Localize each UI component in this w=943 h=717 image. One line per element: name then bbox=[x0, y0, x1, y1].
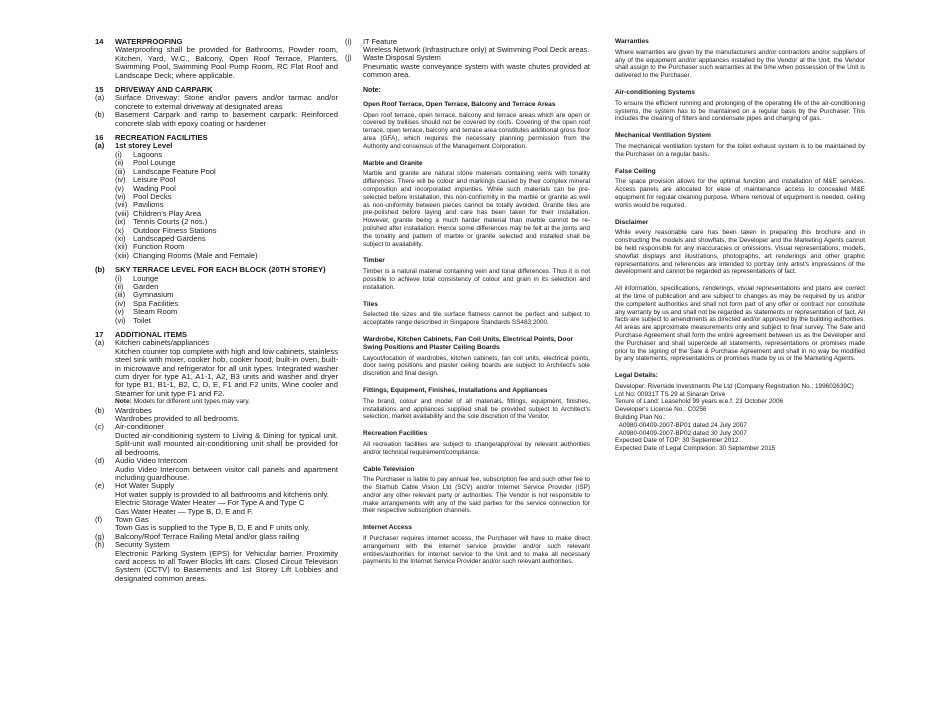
legal-line: Tenure of Land: Leasehold 99 years w.e.f. 23 October 2006 bbox=[615, 398, 784, 406]
note-block bbox=[345, 524, 590, 566]
section-number: 16 bbox=[95, 133, 104, 143]
note-block-text: Layout/location of wardrobes, kitchen cabinets, fan coil units, electrical points, door swing positions and plaster ceiling boards are subject to Architect's sole discretion and final design. bbox=[363, 354, 590, 378]
note-block bbox=[345, 430, 590, 456]
list-item: (v) Wading Pool bbox=[115, 183, 176, 193]
note-block-heading: False Ceiling bbox=[615, 167, 656, 175]
subsection-heading: (b) SKY TERRACE LEVEL FOR EACH BLOCK (20TH STOREY) bbox=[95, 265, 326, 275]
legal-lines bbox=[615, 383, 865, 453]
list-item: (viii) Children's Play Area bbox=[115, 208, 202, 218]
note-block-heading: Recreation Facilities bbox=[363, 430, 428, 438]
information-paragraph: All information, specifications, renderings, visual representations and plans are correct at the time of publication and are subject to changes as may be required by us and/or the competent authorities and shall not form part of any offer or contract nor constitute any warranty by us and shall not be regarded as statements or representation of fact. All facts are subject to amendments as directed and/or approved by the building authorities. All areas are approximate measurements only and subject to final survey. The Sale and Purchase Agreement shall form the entire agreement between us as the Developer and the Purchaser and shall supercede all statements, representations or promises made prior to the signing of the Sale & Purchase Agreement and shall in no way be modified by any statements, representations or promises made by us or the Marketing Agents. bbox=[615, 285, 865, 363]
note-block bbox=[615, 89, 865, 123]
list-item: (vi) Pool Decks bbox=[115, 191, 172, 201]
note-block-heading: Mechanical Ventilation System bbox=[615, 132, 712, 140]
legal-line: Lot No: 00931T TS 29 at Sinaran Drive bbox=[615, 390, 726, 398]
item-description: Wireless Network (Infrastructure only) at Swimming Pool Deck areas. bbox=[363, 45, 590, 55]
note-block-heading: Wardrobe, Kitchen Cabinets, Fan Coil Units, Electrical Points, Door Swing Positions and Plaster Ceiling Boards bbox=[363, 335, 574, 351]
note-block-text: Where warranties are given by the manufacturers and/or contractors and/or suppliers of any of the equipment and/or appliances installed by the Vendor at the Unit, the Vendor shall assign to the Purchaser such warranties at the time when possession of the Unit is delivered to the Purchaser. bbox=[615, 48, 865, 80]
list-item: (x) Outdoor Fitness Stations bbox=[115, 225, 217, 235]
note-block-text: While every reasonable care has been taken in preparing this brochure and in constructing the models and showflats, the Developer and the Marketing Agents cannot be held responsible for any inaccuracies or omissions. Visual representations, models, showflat displays and illustrations, photographs, art renderings and other graphic representations and references are intended to portray only artist's impressions of the development and cannot be regarded as representations of fact. bbox=[615, 229, 865, 276]
recreation-list-1st-storey bbox=[95, 151, 338, 260]
item-description: Electronic Parking System (EPS) for Vehicular barrier. Proximity card access to all Tower Blocks lift cars. Closed Circuit Television System (CCTV) to Basements and 1st Storey Lift Lobbies and designated common areas. bbox=[115, 548, 338, 583]
section-title: DRIVEWAY AND CARPARK bbox=[115, 85, 213, 95]
list-item: (iii) Gymnasium bbox=[115, 290, 174, 300]
note-blocks bbox=[615, 38, 865, 276]
note-blocks bbox=[345, 101, 590, 566]
note-block bbox=[345, 257, 590, 291]
section-title: WATERPROOFING bbox=[115, 37, 183, 46]
section-body: Waterproofing shall be provided for Bathrooms, Powder room, Kitchen, Yard, W.C., Balcony, Open Roof Terrace, Planters, Swimming Pool, Swimming Pool Pump Room, RC Flat Roof and Landscape Deck; where applicable. bbox=[115, 45, 338, 80]
item-description: Wardrobes provided to all bedrooms. bbox=[115, 414, 240, 424]
list-item: (b) Wardrobes bbox=[95, 405, 152, 415]
note-block bbox=[615, 219, 865, 277]
list-item: (c) Air-conditioner bbox=[95, 422, 164, 432]
section-recreation bbox=[95, 134, 338, 325]
note-block bbox=[345, 466, 590, 516]
notes-column bbox=[345, 38, 590, 575]
list-item: (i) Lagoons bbox=[115, 149, 163, 159]
note-block-text: The Purchaser is liable to pay annual fee, subscription fee and such other fee to the Starhub Cable Vision Ltd (SCV) and/or Internet Service Provider (ISP) and/or any other relevant party or authorities. The Vendor is not responsible to make arrangements with any of the said parties for the service connection for their respective subscription channels. bbox=[363, 476, 590, 515]
item-note: Note: Models for different unit types may vary. bbox=[115, 398, 250, 406]
note-block bbox=[345, 387, 590, 421]
subsection-heading: (a) 1st storey Level bbox=[95, 141, 173, 151]
note-block bbox=[345, 301, 590, 327]
note-block-text: The mechanical ventilation system for the toilet exhaust system is to be maintained by the Purchaser on a regular basis. bbox=[615, 142, 865, 158]
list-item: (g) Balcony/Roof Terrace Railing Metal and/or glass railing bbox=[95, 531, 300, 541]
legal-line: Building Plan No.: bbox=[615, 414, 666, 422]
list-item: (iv) Spa Facilities bbox=[115, 298, 179, 308]
list-item: (j) Waste Disposal System bbox=[345, 53, 441, 63]
note-block-heading: Disclaimer bbox=[615, 218, 649, 226]
list-item: (f) Town Gas bbox=[95, 514, 149, 524]
item-description: Town Gas is supplied to the Type B, D, E and F units only. bbox=[115, 523, 310, 533]
note-block bbox=[615, 168, 865, 210]
note-block-text: Marble and granite are natural stone materials containing veins with tonality differences. There will be colour and markings caused by their complex mineral composition and incorporated impurities. While such materials can be pre-selected before installation, this non-conformity in the marble or granite as well as non-uniformity between pieces cannot be totally avoided. Granite tiles are pre-polished before laying and care has been taken for their installation. However, granite being a much harder material than marble cannot be re-polished after installation. Hence some differences may be felt at the joints and the tonality and pattern of marble or granite selected and installed shall be subject to availability. bbox=[363, 170, 590, 248]
item-description: Audio Video Intercom between visitor call panels and apartment including guardhouse. bbox=[115, 464, 338, 482]
list-item: (b) Basement Carpark and ramp to basement carpark: Reinforced concrete slab with epoxy coating or hardener bbox=[95, 110, 338, 128]
list-item: (vii) Pavilions bbox=[115, 200, 164, 210]
recreation-list-sky-terrace bbox=[95, 275, 338, 325]
legal-line: A0980-00409-2007-BP02 dated 30 July 2007 bbox=[615, 429, 747, 437]
list-item: (ix) Tennis Courts (2 nos.) bbox=[115, 217, 208, 227]
specifications-column bbox=[95, 38, 338, 589]
list-item: (xii) Function Room bbox=[115, 242, 185, 252]
note-block-heading: Open Roof Terrace, Open Terrace, Balcony and Terrace Areas bbox=[363, 100, 556, 108]
item-description: Electric Storage Water Heater — For Type A and Type C bbox=[115, 498, 305, 508]
list-item: (i) Lounge bbox=[115, 273, 159, 283]
list-item: (iv) Leisure Pool bbox=[115, 175, 176, 185]
note-block-text: Timber is a natural material containing vein and tonal differences. Thus it is not possible to achieve total consistency of colour and grain in its selection and installation. bbox=[363, 268, 590, 291]
disclaimer-column bbox=[615, 38, 865, 462]
item-description: Hot water supply is provided to all bathrooms and kitchens only. bbox=[115, 489, 329, 499]
additional-items-continued bbox=[345, 38, 590, 79]
note-block-text: The space provision allows for the optimal function and installation of M&E services. Access panels are allocated for ease of maintenance access to concealed M&E equipment for regular cleaning purpose. Where removal of equipment is needed, ceiling works would be required. bbox=[615, 178, 865, 209]
legal-line: Developer: Riverside Investments Pte Ltd (Company Registration No.: 199602639C) bbox=[615, 382, 854, 390]
note-block-text: The brand, colour and model of all materials, fittings, equipment, finishes, installations and appliances supplied shall be provided subject to Architect's selection, market availability and the sole discretion of the Vendor. bbox=[363, 397, 590, 421]
note-block-heading: Warranties bbox=[615, 38, 649, 45]
list-item: (ii) Garden bbox=[115, 281, 159, 291]
note-block-text: To ensure the efficient running and prolonging of the operating life of the air-conditioning systems, the system has to be maintained on a regular basis by the Purchaser. This includes the clearing of filters and condensate pipes and charging of gas. bbox=[615, 99, 865, 123]
list-item: (iii) Landscape Feature Pool bbox=[115, 166, 216, 176]
note-block bbox=[345, 101, 590, 151]
list-item: (xi) Landscaped Gardens bbox=[115, 233, 206, 243]
note-block-heading: Tiles bbox=[363, 300, 378, 308]
note-block-text: Selected tile sizes and tile surface flatness cannot be perfect and subject to acceptable range described in Singapore Standards SS483:2000. bbox=[363, 311, 590, 327]
note-block-heading: Marble and Granite bbox=[363, 159, 423, 167]
section-waterproofing bbox=[95, 38, 338, 80]
section-title: ADDITIONAL ITEMS bbox=[115, 330, 187, 339]
note-block bbox=[345, 160, 590, 249]
note-block bbox=[345, 336, 590, 378]
note-block-heading: Internet Access bbox=[363, 524, 412, 532]
list-item: (e) Hot Water Supply bbox=[95, 481, 175, 491]
list-item: (vi) Toilet bbox=[115, 315, 151, 325]
list-item: (i) IT Feature bbox=[345, 37, 397, 46]
section-title: RECREATION FACILITIES bbox=[115, 133, 208, 143]
list-item: (xiii) Changing Rooms (Male and Female) bbox=[115, 250, 258, 260]
note-block-heading: Timber bbox=[363, 257, 385, 265]
list-item: (v) Steam Room bbox=[115, 307, 178, 317]
item-description: Kitchen counter top complete with high and low cabinets, stainless steel sink with mixer, cooker hob, cooker hood, built-in oven, built-in microwave and refrigerator for all unit types. Integrated washer cum dryer for type A1, A1-1, A2, B3 units and washer and dryer for type B1, B1-1, B2, C, D, E, F1 and F2 units. Wine cooler and Steamer for unit type F1 and F2. bbox=[115, 346, 338, 398]
legal-line: Expected Date of Legal Completion: 30 September 2015 bbox=[615, 445, 776, 453]
legal-heading: Legal Details: bbox=[615, 372, 658, 380]
section-number: 14 bbox=[95, 37, 104, 46]
section-additional-items bbox=[95, 331, 338, 583]
section-driveway bbox=[95, 86, 338, 128]
note-block-text: If Purchaser requires internet access, the Purchaser will have to make direct arrangement with the internet service provider and/or such relevant entities/authorities for internet service to the Unit and to make all necessary payments to the Internet Service Provider and/or such relevant authorities. bbox=[363, 535, 590, 566]
section-number: 15 bbox=[95, 85, 104, 95]
note-block bbox=[615, 38, 865, 80]
note-block-text: All recreation facilities are subject to change/approval by relevant authorities and/or technical requirement/compliance. bbox=[363, 440, 590, 456]
list-item: (d) Audio Video Intercom bbox=[95, 456, 188, 466]
legal-line: A0980-00409-2007-BP01 dated 24 July 2007 bbox=[615, 421, 747, 429]
note-heading: Note: bbox=[363, 87, 381, 95]
item-description: Ducted air-conditioning system to Living & Dining for typical unit. Split-unit wall mounted air-conditioning unit shall be provided for all bedrooms. bbox=[115, 430, 338, 457]
item-description: Pneumatic waste conveyance system with waste chutes provided at common area. bbox=[363, 61, 590, 79]
section-number: 17 bbox=[95, 330, 104, 339]
legal-details bbox=[615, 372, 865, 453]
note-block-heading: Cable Television bbox=[363, 465, 415, 473]
note-block-heading: Air-conditioning Systems bbox=[615, 88, 695, 96]
item-description: Gas Water Heater — Type B, D, E and F. bbox=[115, 506, 254, 516]
list-item: (h) Security System bbox=[95, 540, 170, 550]
list-item: (ii) Pool Lounge bbox=[115, 158, 176, 168]
note-block-heading: Fittings, Equipment, Finishes, Installations and Appliances bbox=[363, 386, 548, 394]
legal-line: Expected Date of TOP: 30 September 2012 bbox=[615, 437, 739, 445]
list-item: (a) Surface Driveway: Stone and/or pavers and/or tarmac and/or concrete to external driveway at designated areas bbox=[95, 93, 338, 111]
list-item: (a) Kitchen cabinets/appliances bbox=[95, 338, 210, 348]
note-block bbox=[615, 132, 865, 158]
note-block-text: Open roof terrace, open terrace, balcony and terrace areas which are open or covered by trellises should not be covered by roofs. Covering of the open roof terrace, open terrace, balcony and terrace area constitutes additional gross floor area (GFA), which requires the necessary planning permission from the Authority and consensus of the Management Corporation. bbox=[363, 111, 590, 150]
legal-line: Developer's License No.: C0256 bbox=[615, 406, 707, 414]
